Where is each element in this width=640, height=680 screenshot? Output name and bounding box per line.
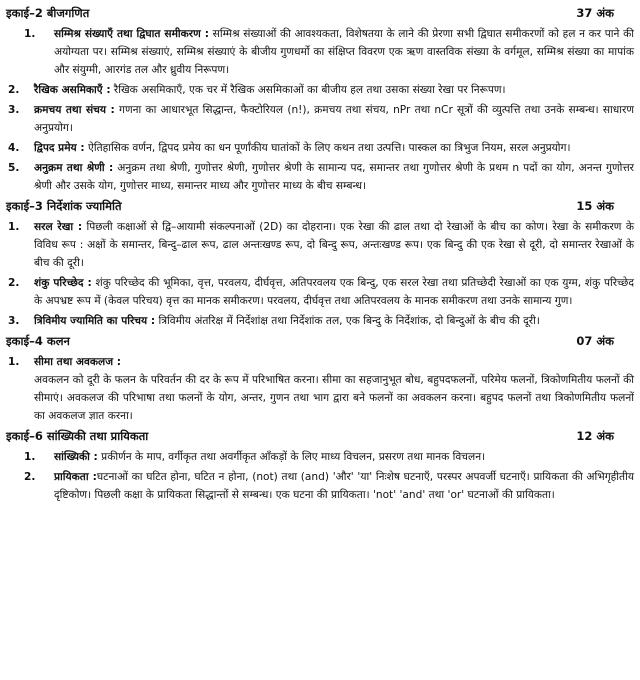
item-title: क्रमचय तथा संचय : [34,104,115,116]
unit-marks: 37 अंक [576,6,614,20]
item-number: 2. [8,84,20,96]
unit-title: इकाई–6 सांख्यिकी तथा प्रायिकता [6,429,149,443]
item-title: त्रिविमीय ज्यामिति का परिचय : [34,315,156,327]
list-item [6,159,634,195]
unit-heading [6,4,634,23]
item-number: 1. [8,356,20,368]
list-item [6,25,634,79]
unit-title: इकाई–2 बीजगणित [6,6,90,20]
item-title: रैखिक असमिकाएँ : [34,84,111,96]
list-item [6,81,634,99]
item-number: 2. [8,277,20,289]
unit-marks: 07 अंक [576,334,614,348]
item-title: सम्मिश्र संख्याएँ तथा द्विघात समीकरण : [54,28,210,40]
unit-heading [6,197,634,216]
unit-title: इकाई–3 निर्देशांक ज्यामिति [6,199,122,213]
item-number: 1. [8,221,20,233]
item-text: अनुक्रम तथा श्रेणी, गुणोत्तर श्रेणी, गुणोत्तर श्रेणी के सामान्य पद, समान्तर तथा गुणोत्तर श्रेणी के प्रथम n पदों का योग, अनन्त गुणोत्तर श्रेणी और उसके योग, गुणोत्तर माध्य, समान्तर माध्य और गुणोत्तर माध्य के बीच सम्बन्ध। [34,162,635,192]
item-number: 1. [24,28,36,40]
list-item [6,312,634,330]
unit-title: इकाई–4 कलन [6,334,70,348]
item-text: गणना का आधारभूत सिद्धान्त, फैक्टोरियल (n!), क्रमचय तथा संचय, nPr तथा nCr सूत्रों की व्युत्पत्ति तथा उनके सम्बन्ध। साधारण अनुप्रयोग। [34,104,634,134]
list-item [6,448,634,466]
unit-heading [6,427,634,446]
item-text: सम्मिश्र संख्याओं की आवश्यकता, विशेषतया के लाने की प्रेरणा सभी द्विघात समीकरणों को हल न कर पाने की अयोग्यता पर। सम्मिश्र संख्याएं, सम्मिश्र संख्याएं के बीजीय गुणधर्मो का संक्षिप्त विवरण एक ऋण वास्तविक संख्या के वर्गमूल, सम्मिश्र संख्या का मापांक और संयुग्मी, आरगंड तल और ध्रुवीय निरूपण। [54,28,634,76]
item-title: सरल रेखा : [34,221,83,233]
list-item [6,468,634,504]
item-number: 3. [8,315,20,327]
item-text: ऐतिहासिक वर्णन, द्विपद प्रमेय का धन पूर्णांकीय घातांकों के लिए कथन तथा उत्पत्ति। पास्कल का त्रिभुज नियम, सरल अनुप्रयोग। [84,142,571,154]
item-text: शंकु परिच्छेद की भूमिका, वृत्त, परवलय, दीर्घवृत्त, अतिपरवलय एक बिन्दु, एक सरल रेखा तथा प्रतिच्छेदी रेखाओं का एक युग्म, शंकु परिच्छेद के अपभ्रष्ट रूप में (केवल परिचय) वृत्त का मानक समीकरण। परवलय, दीर्घवृत्त तथा अतिपरवलय के मानक समीकरण तथा उनके सामान्य गुण। [34,277,634,307]
item-title: सांख्यिकी : [54,451,98,463]
unit-marks: 15 अंक [576,199,614,213]
list-item [6,274,634,310]
item-number: 5. [8,162,20,174]
item-text: घटनाओं का घटित होना, घटित न होना, (not) तथा (and) 'और' 'या' निःशेष घटनाएँ, परस्पर अपवर्जी घटनाएँ। प्रायिकता की अभिगृहीतीय दृष्टिकोण। पिछली कक्षा के प्रायिकता सिद्धान्तों से सम्बन्ध। एक घटना की प्रायिकता। 'not' 'and' तथा 'or' घटनाओं की प्रायिकता। [54,471,634,501]
list-item [6,353,634,425]
item-number: 2. [24,471,36,483]
item-number: 1. [24,451,36,463]
item-text: अवकलन को दूरी के फलन के परिवर्तन की दर के रूप में परिभाषित करना। सीमा का सहजानुभूत बोध, बहुपदफलनों, परिमेय फलनों, त्रिकोणमितीय फलनों की सीमाएं। अवकलज की परिभाषा तथा फलनों के योग, अन्तर, गुणन तथा भाग द्वारा बने फलनों का अवकलन करना। बहुपद फलनों तथा त्रिकोणमितीय फलनों का अवकलज ज्ञात करना। [34,374,634,422]
unit-heading [6,332,634,351]
item-title: प्रायिकता : [54,471,97,483]
item-title: द्विपद प्रमेय : [34,142,85,154]
list-item [6,101,634,137]
item-text: त्रिविमीय अंतरिक्ष में निर्देशांक्ष तथा निर्देशांक तल, एक बिन्दु के निर्देशांक, दो बिन्दुओं के बीच की दूरी। [155,315,540,327]
list-item [6,218,634,272]
unit-marks: 12 अंक [576,429,614,443]
item-title: अनुक्रम तथा श्रेणी : [34,162,114,174]
item-title: शंकु परिच्छेद : [34,277,92,289]
item-number: 4. [8,142,20,154]
item-text: पिछली कक्षाओं से द्वि–आयामी संकल्पनाओं (2D) का दोहराना। एक रेखा की ढाल तथा दो रेखाओं के बीच का कोण। रेखा के समीकरण के विविध रूप : अक्षों के समान्तर, बिन्दु–ढाल रूप, ढाल अन्तःखण्ड रूप, दो बिन्दु रूप, अन्तःखण्ड रूप। एक बिन्दु की एक रेखा से दूरी, दो समान्तर रेखाओं के बीच की दूरी। [34,221,634,269]
list-item [6,139,634,157]
item-title: सीमा तथा अवकलज : [34,356,121,368]
item-text: रैखिक असमिकाएँ, एक चर में रैखिक असमिकाओं का बीजीय हल तथा उसका संख्या रेखा पर निरूपण। [110,84,506,96]
item-text: प्रकीर्णन के माप, वर्गीकृत तथा अवर्गीकृत आँकड़ों के लिए माध्य विचलन, प्रसरण तथा मानक विचलन। [97,451,486,463]
item-number: 3. [8,104,20,116]
